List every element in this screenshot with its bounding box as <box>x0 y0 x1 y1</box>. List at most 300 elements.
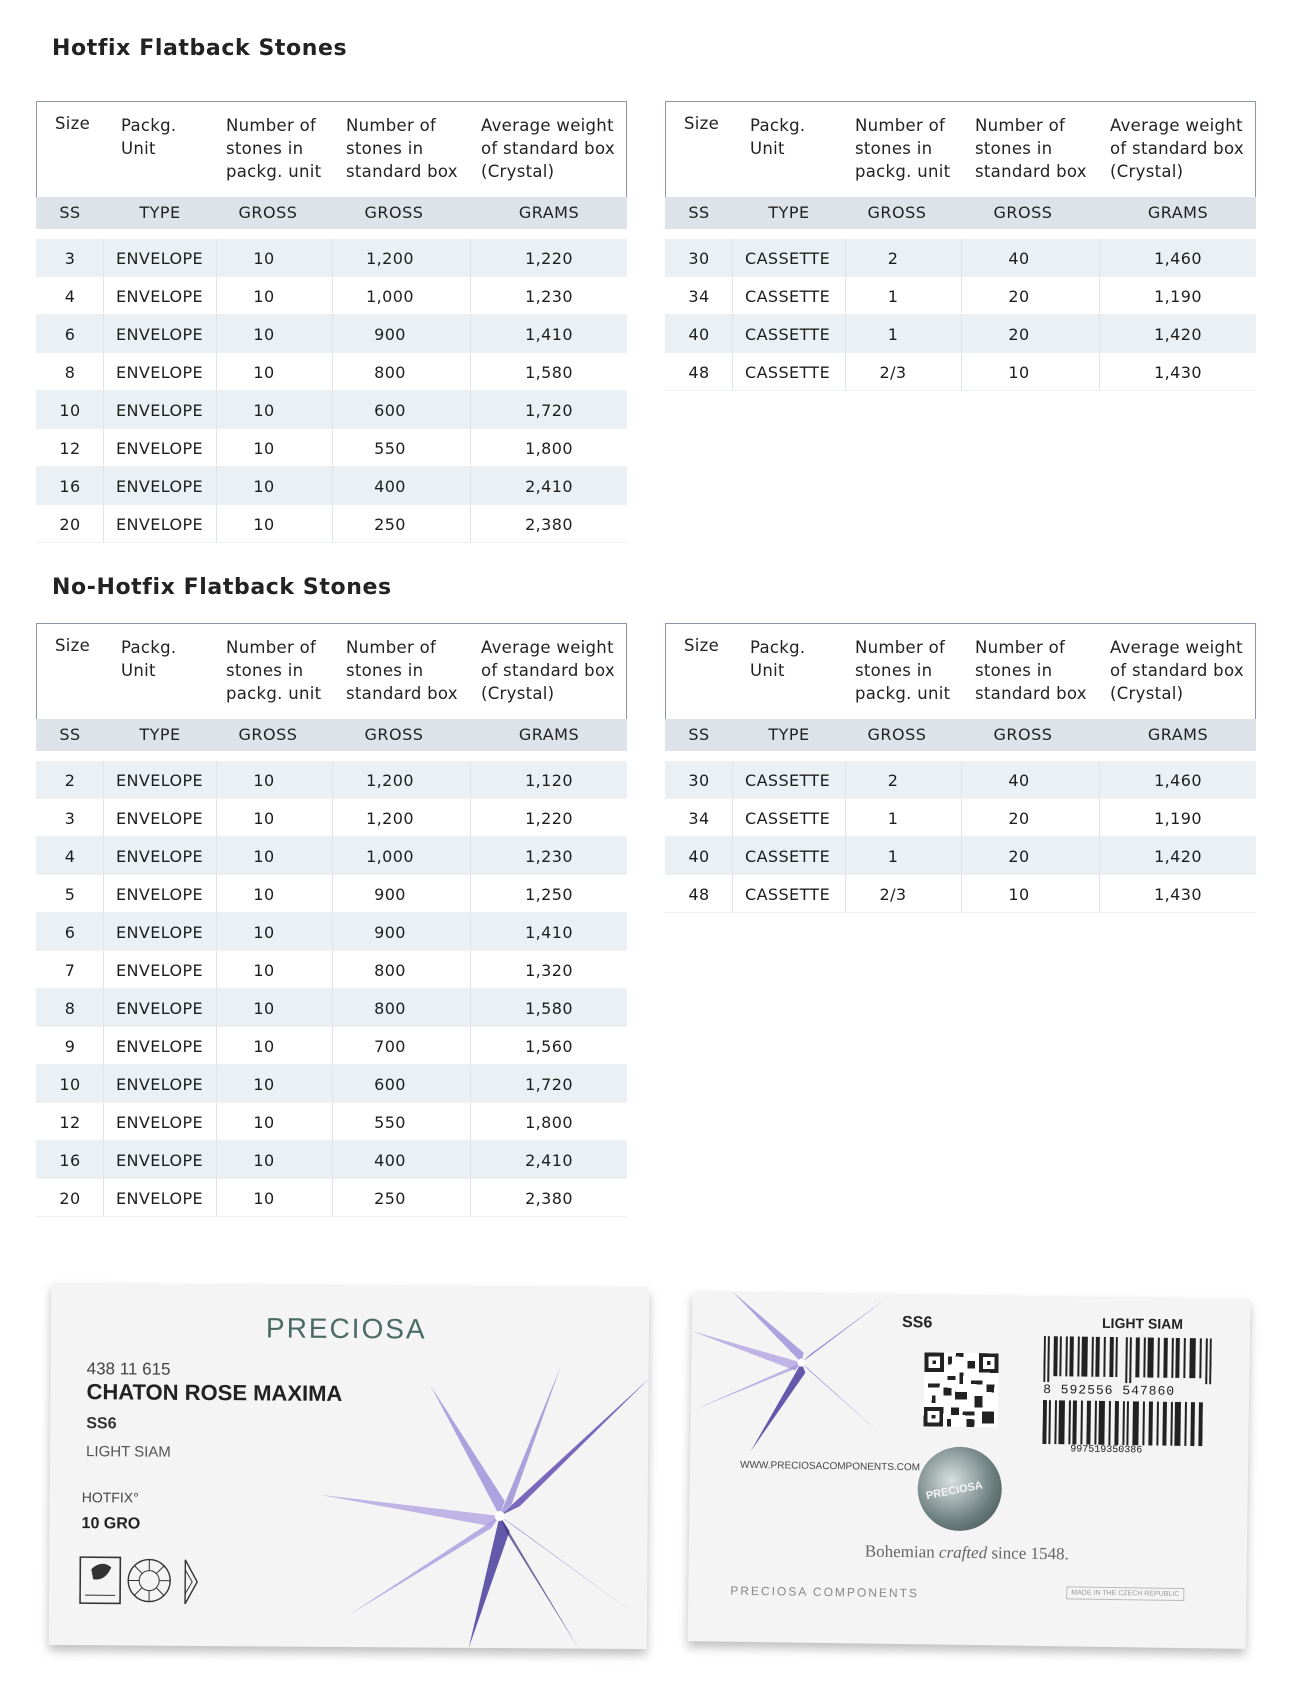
column-header-line: Unit <box>750 661 785 680</box>
qr-code-icon <box>923 1352 1000 1427</box>
table-row <box>36 353 627 391</box>
cell-type: ENVELOPE <box>116 477 204 496</box>
nohotfix_cassette-subheader <box>665 719 1256 751</box>
cell-size: 40 <box>688 325 710 344</box>
subheader-type: TYPE <box>139 203 181 222</box>
cell-stones-unit: 10 <box>253 999 275 1018</box>
subheader-grams: GRAMS <box>518 203 580 222</box>
column-header-stones-unit <box>226 114 321 183</box>
column-header-avg-weight <box>481 114 615 183</box>
cell-size: 20 <box>59 515 81 534</box>
table-row <box>36 761 627 799</box>
column-header-line: standard box <box>346 162 458 181</box>
cell-stones-unit: 10 <box>253 771 275 790</box>
barcode-icon <box>1043 1336 1212 1384</box>
cell-type: ENVELOPE <box>116 325 204 344</box>
website-label: WWW.PRECIOSACOMPONENTS.COM <box>739 1459 921 1474</box>
cell-type: CASSETTE <box>745 847 831 866</box>
cell-weight: 1,430 <box>1154 363 1202 382</box>
table-row <box>665 239 1256 277</box>
cell-stones-unit: 1 <box>887 325 899 344</box>
column-header-line: Number of <box>226 638 317 657</box>
column-header-line: packg. unit <box>855 162 951 181</box>
cell-stones-box: 40 <box>1008 249 1030 268</box>
package-icons <box>79 1555 209 1608</box>
product-color: LIGHT SIAM <box>86 1443 171 1461</box>
column-header-line: Packg. <box>121 638 177 657</box>
cell-stones-box: 800 <box>374 961 406 980</box>
quantity-label: 10 GRO <box>81 1515 141 1533</box>
cell-stones-unit: 10 <box>253 287 275 306</box>
subheader-gross1: GROSS <box>238 725 298 744</box>
nohotfix_cassette-table <box>665 623 1256 913</box>
tagline <box>865 1542 1069 1565</box>
table-row <box>665 875 1256 913</box>
table-row <box>36 875 627 913</box>
cell-size: 9 <box>64 1037 76 1056</box>
package-back-photo <box>688 1291 1251 1649</box>
table-row <box>36 913 627 951</box>
cell-size: 4 <box>64 847 76 866</box>
table-row <box>36 1179 627 1217</box>
column-header-line: Average weight <box>1110 116 1243 135</box>
column-header-avg-weight <box>1110 114 1244 183</box>
cell-weight: 1,250 <box>525 885 573 904</box>
cell-weight: 1,230 <box>525 287 573 306</box>
brand-logo: PRECIOSA <box>265 1312 427 1345</box>
cell-stones-box: 250 <box>374 515 406 534</box>
table-row <box>36 799 627 837</box>
subheader-type: TYPE <box>139 725 181 744</box>
column-header-line: of standard box <box>1110 139 1244 158</box>
cell-weight: 1,230 <box>525 847 573 866</box>
cell-stones-box: 800 <box>374 999 406 1018</box>
subheader-ss: SS <box>59 725 81 744</box>
hotfix_cassette-table <box>665 101 1256 391</box>
cell-stones-box: 800 <box>374 363 406 382</box>
column-header-line: packg. unit <box>226 162 322 181</box>
cell-weight: 1,190 <box>1154 809 1202 828</box>
cell-type: CASSETTE <box>745 363 831 382</box>
cell-stones-unit: 10 <box>253 439 275 458</box>
column-header-line: Number of <box>346 638 437 657</box>
table-row <box>36 1065 627 1103</box>
cell-weight: 1,190 <box>1154 287 1202 306</box>
cell-size: 12 <box>59 439 81 458</box>
cell-type: ENVELOPE <box>116 1113 204 1132</box>
hotfix_cassette-spacer <box>665 229 1256 239</box>
column-header-line: stones in <box>975 139 1053 158</box>
column-header-line: Number of <box>855 116 946 135</box>
column-header-line: stones in <box>855 139 933 158</box>
cell-type: ENVELOPE <box>116 515 204 534</box>
cell-size: 3 <box>64 809 76 828</box>
cell-weight: 2,380 <box>525 515 573 534</box>
hotfix_cassette-subheader <box>665 197 1256 229</box>
cell-stones-unit: 2 <box>887 249 899 268</box>
cell-stones-box: 1,200 <box>366 771 414 790</box>
subheader-gross2: GROSS <box>993 203 1053 222</box>
cell-size: 2 <box>64 771 76 790</box>
subheader-gross1: GROSS <box>867 725 927 744</box>
subheader-type: TYPE <box>768 203 810 222</box>
cell-weight: 1,580 <box>525 999 573 1018</box>
star-crystal-icon <box>319 1365 650 1649</box>
nohotfix-section-title: No-Hotfix Flatback Stones <box>52 575 392 600</box>
cell-size: 20 <box>59 1189 81 1208</box>
cell-weight: 1,430 <box>1154 885 1202 904</box>
cell-size: 12 <box>59 1113 81 1132</box>
table-row <box>36 1103 627 1141</box>
column-header-line: Number of <box>855 638 946 657</box>
column-header-line: of standard box <box>481 139 615 158</box>
cell-size: 30 <box>688 771 710 790</box>
subheader-grams: GRAMS <box>1147 203 1209 222</box>
table-row <box>36 951 627 989</box>
cell-stones-unit: 10 <box>253 885 275 904</box>
cell-size: 6 <box>64 325 76 344</box>
cell-type: ENVELOPE <box>116 809 204 828</box>
nohotfix_cassette-header <box>665 623 1256 719</box>
cell-size: 16 <box>59 477 81 496</box>
subheader-gross1: GROSS <box>867 203 927 222</box>
cell-stones-box: 400 <box>374 477 406 496</box>
nohotfix_envelope-table <box>36 623 627 1217</box>
star-crystal-icon <box>690 1291 892 1454</box>
hologram-label: PRECIOSA <box>925 1479 984 1503</box>
table-row <box>665 315 1256 353</box>
cell-size: 3 <box>64 249 76 268</box>
cell-stones-unit: 2/3 <box>879 363 907 382</box>
cell-type: ENVELOPE <box>116 771 204 790</box>
cell-size: 48 <box>688 885 710 904</box>
cell-type: ENVELOPE <box>116 249 204 268</box>
table-row <box>36 239 627 277</box>
cell-type: ENVELOPE <box>116 287 204 306</box>
cell-type: ENVELOPE <box>116 1189 204 1208</box>
cell-type: ENVELOPE <box>116 1037 204 1056</box>
cell-type: CASSETTE <box>745 809 831 828</box>
column-header-line: standard box <box>975 684 1087 703</box>
subheader-gross2: GROSS <box>993 725 1053 744</box>
column-header-stones-box <box>346 114 458 183</box>
column-header-line: Unit <box>750 139 785 158</box>
cell-weight: 1,800 <box>525 439 573 458</box>
cell-stones-box: 20 <box>1008 809 1030 828</box>
cell-weight: 1,580 <box>525 363 573 382</box>
cell-type: CASSETTE <box>745 325 831 344</box>
cell-weight: 1,460 <box>1154 249 1202 268</box>
package-front-photo <box>49 1283 650 1649</box>
table-row <box>36 277 627 315</box>
cell-weight: 1,220 <box>525 249 573 268</box>
product-code: 438 11 615 <box>86 1359 171 1379</box>
cell-weight: 1,460 <box>1154 771 1202 790</box>
subheader-ss: SS <box>59 203 81 222</box>
table-row <box>665 837 1256 875</box>
cell-size: 10 <box>59 1075 81 1094</box>
cell-stones-unit: 1 <box>887 847 899 866</box>
nohotfix_envelope-spacer <box>36 751 627 761</box>
table-row <box>36 429 627 467</box>
tagline-part-a: Bohemian <box>864 1541 935 1562</box>
cell-type: ENVELOPE <box>116 961 204 980</box>
column-header-size: Size <box>55 636 91 655</box>
cell-stones-box: 600 <box>374 1075 406 1094</box>
cell-size: 16 <box>59 1151 81 1170</box>
cell-weight: 1,420 <box>1154 847 1202 866</box>
cell-weight: 1,410 <box>525 325 573 344</box>
column-header-line: Average weight <box>481 638 614 657</box>
cell-weight: 1,800 <box>525 1113 573 1132</box>
column-header-stones-box <box>346 636 458 705</box>
column-header-line: Average weight <box>1110 638 1243 657</box>
cell-stones-box: 1,000 <box>366 847 414 866</box>
product-name: CHATON ROSE MAXIMA <box>86 1379 343 1406</box>
table-row <box>36 505 627 543</box>
cell-stones-unit: 10 <box>253 1189 275 1208</box>
cell-stones-unit: 10 <box>253 1151 275 1170</box>
column-header-line: stones in <box>226 139 304 158</box>
cell-stones-unit: 10 <box>253 363 275 382</box>
footer-brand: PRECIOSA COMPONENTS <box>730 1583 920 1601</box>
column-header-line: Packg. <box>750 638 806 657</box>
cell-type: CASSETTE <box>745 885 831 904</box>
column-header-line: Number of <box>975 116 1066 135</box>
cell-stones-box: 900 <box>374 885 406 904</box>
cell-stones-unit: 2 <box>887 771 899 790</box>
cell-weight: 2,410 <box>525 1151 573 1170</box>
cell-type: ENVELOPE <box>116 885 204 904</box>
lead-free-icon <box>80 1557 120 1603</box>
cell-stones-box: 550 <box>374 1113 406 1132</box>
subheader-type: TYPE <box>768 725 810 744</box>
column-header-line: packg. unit <box>855 684 951 703</box>
column-header-stones-box <box>975 114 1087 183</box>
cell-stones-box: 250 <box>374 1189 406 1208</box>
cell-stones-box: 400 <box>374 1151 406 1170</box>
cell-stones-box: 10 <box>1008 885 1030 904</box>
cell-type: ENVELOPE <box>116 999 204 1018</box>
tagline-part-c: since 1548. <box>991 1543 1069 1564</box>
column-header-size: Size <box>684 114 720 133</box>
column-header-line: standard box <box>346 684 458 703</box>
cell-size: 10 <box>59 401 81 420</box>
column-header-line: stones in <box>346 661 424 680</box>
hotfix_envelope-table <box>36 101 627 543</box>
cell-size: 40 <box>688 847 710 866</box>
column-header-avg-weight <box>481 636 615 705</box>
hotfix-section-title: Hotfix Flatback Stones <box>52 36 348 61</box>
column-header-packg-unit <box>121 636 176 682</box>
cell-weight: 1,320 <box>525 961 573 980</box>
rhinestone-side-icon <box>185 1560 197 1604</box>
column-header-stones-unit <box>855 636 950 705</box>
cell-type: CASSETTE <box>745 771 831 790</box>
nohotfix_envelope-header <box>36 623 627 719</box>
cell-stones-box: 1,000 <box>366 287 414 306</box>
nohotfix_cassette-spacer <box>665 751 1256 761</box>
hotfix_envelope-subheader <box>36 197 627 229</box>
column-header-stones-box <box>975 636 1087 705</box>
cell-stones-box: 20 <box>1008 287 1030 306</box>
column-header-line: of standard box <box>481 661 615 680</box>
column-header-line: Average weight <box>481 116 614 135</box>
cell-size: 4 <box>64 287 76 306</box>
hotfix-label: HOTFIX° <box>81 1489 139 1506</box>
cell-size: 7 <box>64 961 76 980</box>
table-row <box>36 467 627 505</box>
column-header-stones-unit <box>226 636 321 705</box>
cell-weight: 1,220 <box>525 809 573 828</box>
cell-stones-unit: 1 <box>887 809 899 828</box>
cell-type: ENVELOPE <box>116 401 204 420</box>
column-header-line: Number of <box>975 638 1066 657</box>
cell-stones-box: 550 <box>374 439 406 458</box>
cell-stones-box: 40 <box>1008 771 1030 790</box>
cell-type: ENVELOPE <box>116 1075 204 1094</box>
cell-stones-unit: 10 <box>253 1113 275 1132</box>
cell-type: ENVELOPE <box>116 439 204 458</box>
cell-stones-box: 1,200 <box>366 809 414 828</box>
tagline-part-b: crafted <box>938 1542 988 1563</box>
cell-type: CASSETTE <box>745 287 831 306</box>
cell-stones-box: 20 <box>1008 325 1030 344</box>
table-row <box>36 1027 627 1065</box>
column-header-line: (Crystal) <box>481 162 555 181</box>
cell-size: 6 <box>64 923 76 942</box>
back-color-label: LIGHT SIAM <box>1101 1314 1184 1332</box>
column-header-line: Unit <box>121 661 156 680</box>
cell-weight: 1,420 <box>1154 325 1202 344</box>
cell-type: CASSETTE <box>745 249 831 268</box>
cell-size: 30 <box>688 249 710 268</box>
hotfix_cassette-header <box>665 101 1256 197</box>
table-row <box>36 837 627 875</box>
column-header-line: (Crystal) <box>1110 162 1184 181</box>
subheader-gross2: GROSS <box>364 725 424 744</box>
cell-weight: 1,560 <box>525 1037 573 1056</box>
cell-stones-unit: 10 <box>253 923 275 942</box>
cell-weight: 2,380 <box>525 1189 573 1208</box>
cell-type: ENVELOPE <box>116 847 204 866</box>
cell-size: 5 <box>64 885 76 904</box>
cell-stones-unit: 1 <box>887 287 899 306</box>
subheader-gross2: GROSS <box>364 203 424 222</box>
column-header-packg-unit <box>121 114 176 160</box>
column-header-size: Size <box>684 636 720 655</box>
table-row <box>36 391 627 429</box>
column-header-stones-unit <box>855 114 950 183</box>
subheader-ss: SS <box>688 203 710 222</box>
column-header-line: (Crystal) <box>481 684 555 703</box>
cell-stones-unit: 10 <box>253 1037 275 1056</box>
cell-stones-unit: 10 <box>253 961 275 980</box>
cell-type: ENVELOPE <box>116 923 204 942</box>
cell-weight: 1,720 <box>525 1075 573 1094</box>
subheader-gross1: GROSS <box>238 203 298 222</box>
cell-stones-box: 10 <box>1008 363 1030 382</box>
cell-size: 48 <box>688 363 710 382</box>
cell-weight: 2,410 <box>525 477 573 496</box>
cell-stones-box: 20 <box>1008 847 1030 866</box>
cell-stones-unit: 10 <box>253 809 275 828</box>
cell-weight: 1,120 <box>525 771 573 790</box>
column-header-line: stones in <box>855 661 933 680</box>
column-header-line: stones in <box>346 139 424 158</box>
hotfix_envelope-header <box>36 101 627 197</box>
column-header-line: Number of <box>226 116 317 135</box>
cell-stones-unit: 10 <box>253 401 275 420</box>
column-header-line: (Crystal) <box>1110 684 1184 703</box>
cell-stones-unit: 10 <box>253 477 275 496</box>
table-row <box>665 277 1256 315</box>
table-row <box>665 353 1256 391</box>
subheader-ss: SS <box>688 725 710 744</box>
hotfix_envelope-spacer <box>36 229 627 239</box>
table-row <box>36 989 627 1027</box>
column-header-avg-weight <box>1110 636 1244 705</box>
cell-size: 8 <box>64 999 76 1018</box>
column-header-packg-unit <box>750 636 805 682</box>
cell-size: 34 <box>688 809 710 828</box>
cell-stones-box: 700 <box>374 1037 406 1056</box>
nohotfix_envelope-subheader <box>36 719 627 751</box>
cell-weight: 1,410 <box>525 923 573 942</box>
cell-stones-unit: 10 <box>253 1075 275 1094</box>
column-header-line: standard box <box>975 162 1087 181</box>
cell-stones-unit: 2/3 <box>879 885 907 904</box>
cell-stones-box: 900 <box>374 923 406 942</box>
cell-weight: 1,720 <box>525 401 573 420</box>
column-header-line: of standard box <box>1110 661 1244 680</box>
barcode-icon <box>1042 1400 1203 1446</box>
cell-stones-box: 1,200 <box>366 249 414 268</box>
cell-size: 34 <box>688 287 710 306</box>
cell-stones-box: 900 <box>374 325 406 344</box>
cell-stones-box: 600 <box>374 401 406 420</box>
table-row <box>36 1141 627 1179</box>
column-header-packg-unit <box>750 114 805 160</box>
column-header-line: packg. unit <box>226 684 322 703</box>
cell-stones-unit: 10 <box>253 249 275 268</box>
cell-type: ENVELOPE <box>116 1151 204 1170</box>
cell-stones-unit: 10 <box>253 847 275 866</box>
cell-type: ENVELOPE <box>116 363 204 382</box>
product-size: SS6 <box>86 1415 117 1433</box>
cell-size: 8 <box>64 363 76 382</box>
subheader-grams: GRAMS <box>518 725 580 744</box>
column-header-line: Packg. <box>750 116 806 135</box>
back-size-label: SS6 <box>901 1314 933 1332</box>
table-row <box>665 761 1256 799</box>
column-header-line: Number of <box>346 116 437 135</box>
column-header-line: stones in <box>975 661 1053 680</box>
column-header-line: Packg. <box>121 116 177 135</box>
made-in-label: MADE IN THE CZECH REPUBLIC <box>1066 1586 1184 1601</box>
column-header-line: stones in <box>226 661 304 680</box>
subheader-grams: GRAMS <box>1147 725 1209 744</box>
barcode2-number: 997519350386 <box>1070 1444 1143 1457</box>
cell-stones-unit: 10 <box>253 325 275 344</box>
table-row <box>665 799 1256 837</box>
barcode1-number: 8 592556 547860 <box>1043 1382 1176 1399</box>
column-header-size: Size <box>55 114 91 133</box>
rhinestone-top-icon <box>128 1559 170 1601</box>
table-row <box>36 315 627 353</box>
cell-stones-unit: 10 <box>253 515 275 534</box>
column-header-line: Unit <box>121 139 156 158</box>
